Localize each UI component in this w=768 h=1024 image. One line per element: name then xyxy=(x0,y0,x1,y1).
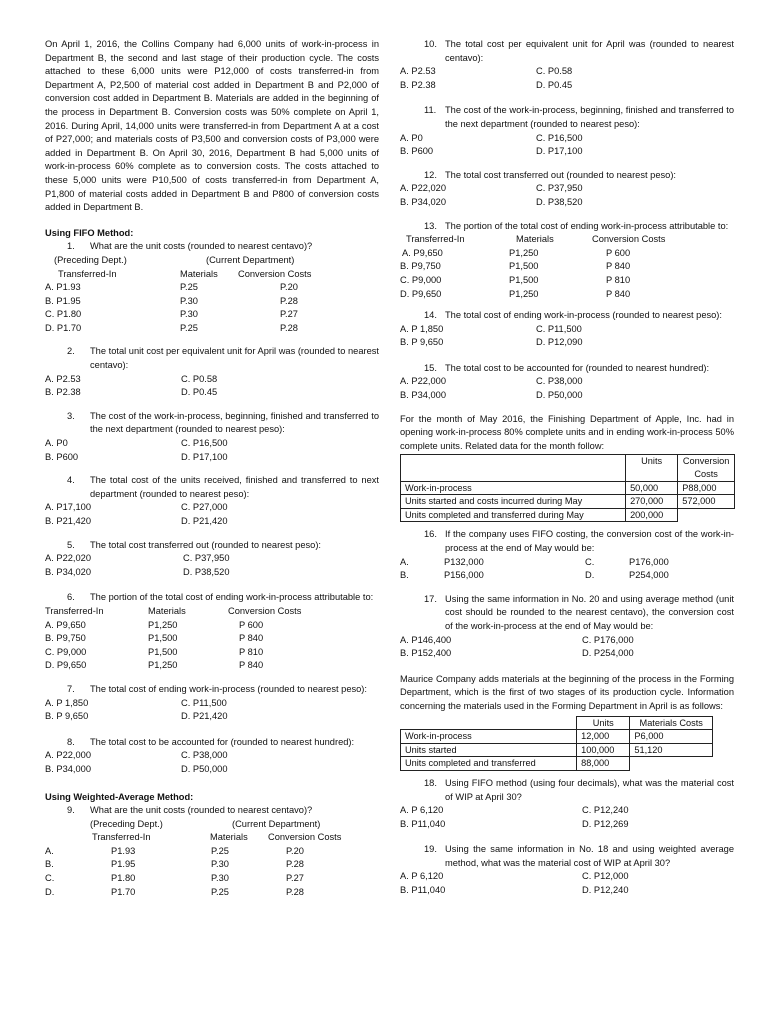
option-a[interactable]: A. P22,020 xyxy=(400,183,447,194)
maurice-problem-intro: Maurice Company adds materials at the beginning of the process in the Forming Department, which is the first of two stages of its production cycle. Information concerning the materials used in the Forming Department in April is as follows: xyxy=(400,673,734,711)
option-b[interactable]: B. P34,020 xyxy=(45,566,92,577)
option-row[interactable]: A. P1.93 P.25 P.20 xyxy=(45,845,304,856)
option-b[interactable]: B. P2.38 xyxy=(45,387,81,398)
question-13: 13. The portion of the total cost of ending work-in-process attributable to: xyxy=(424,220,729,231)
q12-options xyxy=(400,182,734,209)
option-a[interactable]: A. P2.53 xyxy=(45,373,81,384)
option-d[interactable]: P254,000 xyxy=(629,570,669,581)
option-b[interactable]: B. P11,040 xyxy=(400,818,446,829)
option-d[interactable]: D. P38,520 xyxy=(183,566,230,577)
option-c[interactable]: C. P12,240 xyxy=(582,805,629,816)
option-d[interactable]: D. P12,090 xyxy=(536,337,583,348)
question-3: 3. The cost of the work-in-process, beginning, finished and transferred to the next department (rounded to nearest peso): xyxy=(67,410,379,435)
option-b[interactable]: P156,000 xyxy=(444,570,484,581)
q1-options xyxy=(45,281,379,335)
option-a[interactable]: A. P 1,850 xyxy=(400,323,444,334)
q3-options xyxy=(45,437,379,464)
question-2: 2. The total unit cost per equivalent unit for April was (rounded to nearest centavo): xyxy=(67,346,379,371)
option-row[interactable]: A. P9,650 P1,250 P 600 xyxy=(45,619,264,630)
option-d[interactable]: D. P50,000 xyxy=(536,390,583,401)
option-d[interactable]: D. P0.45 xyxy=(181,387,218,398)
q6-options xyxy=(45,619,379,673)
option-b[interactable]: B. P34,020 xyxy=(400,196,447,207)
option-c[interactable]: C. P27,000 xyxy=(181,502,228,513)
option-d[interactable]: D. P21,420 xyxy=(181,516,228,526)
option-row[interactable]: C. P1.80 P.30 P.27 xyxy=(45,873,304,884)
option-a[interactable]: A. P22,000 xyxy=(45,750,92,761)
option-row[interactable]: D. P1.70 P.25 P.28 xyxy=(45,886,304,897)
option-row[interactable]: A. P1.93 P.25 P.20 xyxy=(45,282,298,293)
option-row[interactable]: C. P9,000 P1,500 P 810 xyxy=(400,274,631,285)
q14-options xyxy=(400,323,734,350)
option-a[interactable]: A. P 6,120 xyxy=(400,805,444,816)
maurice-data-table xyxy=(400,716,713,771)
option-b[interactable]: B. P2.38 xyxy=(400,79,436,90)
q11-options xyxy=(400,132,734,159)
option-row[interactable]: D. P9,650 P1,250 P 840 xyxy=(45,660,264,671)
option-row[interactable]: D. P9,650 P1,250 P 840 xyxy=(400,288,631,299)
collins-problem-intro: On April 1, 2016, the Collins Company had 6,000 units of work-in-process in Department B, the second and last stage of their production cycle. The costs attached to these 6,000 units were P12,000 of costs transferred-in from Department A, P2,500 of material cost added in Department B and P2,000 of conversion cost added in Department B. Materials are added in the beginning of the process in Department B. Conversion costs was 50% complete on April 1, 2016. During April, 14,000 units were transferred-in from Department A at a cost of P27,000; and materials costs of P3,500 and conversion costs of P3,000 were added in Department B. On April 30, 2016, Department B had 5,000 units of work-in-process 60% complete as to conversion costs. The costs attached to these 5,000 units were P10,500 of costs transferred-in from Department A, P1,800 of material costs added in Department B and P800 of conversion costs added in Department B. xyxy=(45,39,379,213)
question-5: 5. The total cost transferred out (rounded to nearest peso): xyxy=(67,539,322,550)
option-d[interactable]: D. P38,520 xyxy=(536,196,583,207)
question-15: 15. The total cost to be accounted for (rounded to nearest hundred): xyxy=(424,362,710,373)
option-c[interactable]: C. P12,000 xyxy=(582,871,629,882)
question-9: 9. What are the unit costs (rounded to nearest centavo)? xyxy=(67,805,313,816)
option-b[interactable]: B. P21,420 xyxy=(45,516,92,526)
option-row[interactable]: B. P1.95 P.30 P.28 xyxy=(45,295,298,306)
option-row[interactable]: B. P9,750 P1,500 P 840 xyxy=(45,633,264,644)
q13-column-headers: Transferred-In Materials Conversion Costs xyxy=(406,234,666,245)
q9-column-headers: Transferred-In Materials Conversion Costs xyxy=(92,832,342,843)
table-row: Units completed and transferred 88,000 xyxy=(401,757,713,771)
option-row[interactable]: B. P1.95 P.30 P.28 xyxy=(45,859,304,870)
q17-options xyxy=(400,634,734,661)
option-d[interactable]: D. P17,100 xyxy=(181,451,228,462)
fifo-heading: Using FIFO Method: xyxy=(45,227,134,238)
question-1: 1. What are the unit costs (rounded to nearest centavo)? xyxy=(67,241,313,252)
question-11: 11. The cost of the work-in-process, beginning, finished and transferred to the next department (rounded to nearest peso): xyxy=(424,105,734,129)
option-b[interactable]: B. P 9,650 xyxy=(45,711,89,722)
option-a[interactable]: A. P 6,120 xyxy=(400,871,444,882)
option-b[interactable]: B. P152,400 xyxy=(400,648,452,659)
q5-options xyxy=(45,552,379,579)
option-b[interactable]: B. P34,000 xyxy=(400,390,447,401)
q8-options xyxy=(45,749,379,776)
q16-options: A. P132,000 C. P176,000 B. P156,000 D. P254,000 xyxy=(400,556,734,583)
table-header-row xyxy=(401,455,735,481)
q4-options xyxy=(45,501,379,528)
option-a[interactable]: A. P22,000 xyxy=(400,376,447,387)
option-b[interactable]: B. P600 xyxy=(400,146,434,157)
question-19: 19. Using the same information in No. 18 and using weighted average method, what was the material cost of WIP at April 30? xyxy=(424,844,734,868)
option-c[interactable]: C. P0.58 xyxy=(536,66,573,77)
question-10: 10. The total cost per equivalent unit for April was (rounded to nearest centavo): xyxy=(424,39,734,63)
option-b[interactable]: B. P600 xyxy=(45,451,79,462)
option-d[interactable]: D. P0.45 xyxy=(536,79,573,90)
q2-options xyxy=(45,373,379,400)
option-d[interactable]: D. P17,100 xyxy=(536,146,583,157)
q9-dept-headers: (Preceding Dept.) (Current Department) xyxy=(90,818,321,829)
option-a[interactable]: A. P2.53 xyxy=(400,66,436,77)
may-data-table xyxy=(400,454,735,522)
table-header-row xyxy=(401,716,713,730)
question-4: 4. The total cost of the units received, finished and transferred to next department (rounded to nearest peso): xyxy=(67,475,379,499)
option-c[interactable]: C. P16,500 xyxy=(536,132,583,143)
q1-column-headers: Transferred-In Materials Conversion Costs xyxy=(58,268,312,279)
question-7: 7. The total cost of ending work-in-process (rounded to nearest peso): xyxy=(67,683,367,694)
option-row[interactable]: A. P9,650 P1,250 P 600 xyxy=(402,247,631,258)
option-d[interactable]: D. P21,420 xyxy=(181,711,228,722)
option-d[interactable]: D. P12,240 xyxy=(582,885,629,896)
q7-options xyxy=(45,697,379,724)
option-d[interactable]: D. P12,269 xyxy=(582,818,629,829)
option-b[interactable]: B. P 9,650 xyxy=(400,337,444,348)
question-18: 18. Using FIFO method (using four decimals), what was the material cost of WIP at April 30? xyxy=(424,777,734,802)
units-header: Units xyxy=(626,455,678,481)
right-column xyxy=(400,38,734,898)
option-row[interactable]: B. P9,750 P1,500 P 840 xyxy=(400,261,631,272)
table-row: Units completed and transferred during May 200,000 xyxy=(401,508,735,522)
question-6: 6. The portion of the total cost of ending work-in-process attributable to: xyxy=(67,592,374,603)
may-problem-intro: For the month of May 2016, the Finishing Department of Apple, Inc. had in opening work-in-process 80% complete units and in ending work-in-process 50% complete units. Related data for the month follow: xyxy=(400,413,734,451)
left-column xyxy=(45,38,379,899)
option-a[interactable]: A. P0 xyxy=(45,438,68,449)
option-a[interactable]: A. P22,020 xyxy=(45,553,92,564)
option-row[interactable]: C. P9,000 P1,500 P 810 xyxy=(45,646,264,657)
option-c[interactable]: C. P38,000 xyxy=(536,376,583,387)
materials-costs-header: Materials Costs xyxy=(630,716,713,730)
option-c[interactable]: C. P37,950 xyxy=(183,553,230,564)
option-c[interactable]: C. P38,000 xyxy=(181,750,228,761)
question-14: 14. The total cost of ending work-in-process (rounded to nearest peso): xyxy=(424,310,722,321)
option-b[interactable]: B. P34,000 xyxy=(45,763,92,774)
option-a[interactable]: A. P 1,850 xyxy=(45,697,89,708)
question-8: 8. The total cost to be accounted for (rounded to nearest hundred): xyxy=(67,736,355,747)
option-a[interactable]: A. P0 xyxy=(400,132,423,143)
q9-options xyxy=(45,845,379,899)
option-c[interactable]: C. P176,000 xyxy=(582,634,634,645)
question-12: 12. The total cost transferred out (rounded to nearest peso): xyxy=(424,169,677,180)
q6-column-headers: Transferred-In Materials Conversion Costs xyxy=(45,605,302,616)
option-b[interactable]: B. P11,040 xyxy=(400,885,446,896)
question-17: 17. Using the same information in No. 20 and using average method (unit cost should be rounded to the nearest centavo), the conversion cost of the work-in-process at the end of May would be: xyxy=(424,593,734,631)
q1-dept-headers: (Preceding Dept.) (Current Department) xyxy=(54,254,295,265)
option-row[interactable]: C. P1.80 P.30 P.27 xyxy=(45,309,298,320)
table-row: Units started 100,000 51,120 xyxy=(401,743,713,757)
option-c[interactable]: C. P16,500 xyxy=(181,438,228,449)
conversion-costs-header: Conversion Costs xyxy=(678,455,735,481)
table-row: Work-in-process 12,000 P6,000 xyxy=(401,730,713,744)
option-a[interactable]: A. P17,100 xyxy=(45,502,92,513)
units-header: Units xyxy=(577,716,630,730)
weighted-average-heading: Using Weighted-Average Method: xyxy=(45,791,194,802)
q19-options xyxy=(400,870,734,897)
q10-options xyxy=(400,65,734,92)
option-d[interactable]: D. P50,000 xyxy=(181,763,228,774)
q13-options xyxy=(400,247,734,301)
option-row[interactable]: D. P1.70 P.25 P.28 xyxy=(45,322,298,333)
question-16: 16. If the company uses FIFO costing, the conversion cost of the work-in-process at the end of May would be: xyxy=(424,529,734,553)
option-a[interactable]: A. P146,400 xyxy=(400,634,452,645)
option-c[interactable]: C. P0.58 xyxy=(181,373,218,384)
q18-options xyxy=(400,804,734,831)
option-a[interactable]: P132,000 xyxy=(444,556,484,567)
option-c[interactable]: C. P11,500 xyxy=(181,697,227,708)
option-c[interactable]: C. P37,950 xyxy=(536,183,583,194)
option-d[interactable]: D. P254,000 xyxy=(582,648,634,659)
q15-options xyxy=(400,375,734,402)
option-c[interactable]: P176,000 xyxy=(629,556,669,567)
option-c[interactable]: C. P11,500 xyxy=(536,323,582,334)
table-row: Units started and costs incurred during May 270,000 572,000 xyxy=(401,495,735,509)
table-row: Work-in-process 50,000 P88,000 xyxy=(401,481,735,495)
